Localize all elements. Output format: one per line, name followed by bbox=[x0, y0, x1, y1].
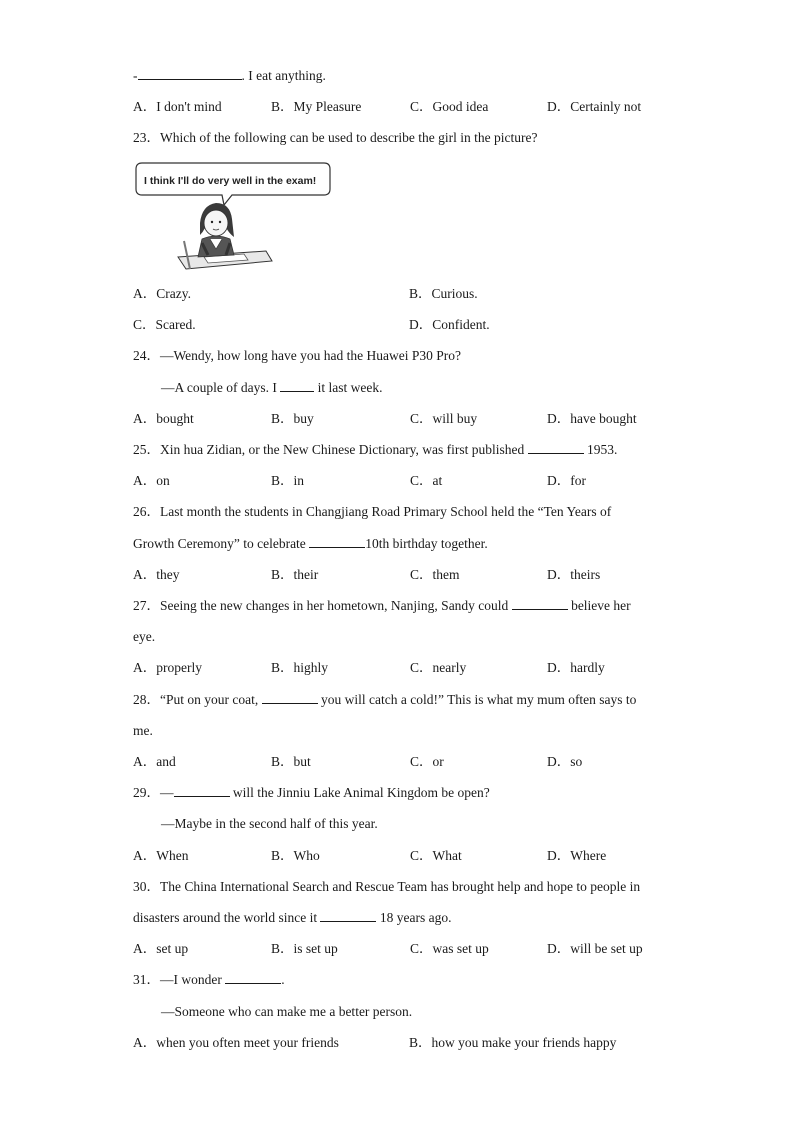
q27-option-d[interactable]: D．hardly bbox=[547, 660, 605, 675]
q25-prompt: 25．Xin hua Zidian, or the New Chinese Dictionary, was first published 1953. bbox=[133, 442, 618, 457]
q30-option-a[interactable]: A．set up bbox=[133, 941, 189, 956]
q26-option-b[interactable]: B．their bbox=[271, 567, 319, 582]
answer-blank[interactable] bbox=[280, 379, 314, 392]
q28-option-d[interactable]: D．so bbox=[547, 754, 583, 769]
q27-option-a[interactable]: A．properly bbox=[133, 660, 202, 675]
q26-option-a[interactable]: A．they bbox=[133, 567, 180, 582]
q23-prompt: 23．Which of the following can be used to describe the girl in the picture? bbox=[133, 130, 538, 145]
q24-option-b[interactable]: B．buy bbox=[271, 411, 314, 426]
q29-option-c[interactable]: C．What bbox=[410, 848, 462, 863]
q27-prompt-line2: eye. bbox=[133, 629, 156, 644]
q25-option-d[interactable]: D．for bbox=[547, 473, 586, 488]
q28-prompt-line2: me. bbox=[133, 723, 153, 738]
answer-blank[interactable] bbox=[512, 597, 568, 610]
q22-option-b[interactable]: B．My Pleasure bbox=[271, 99, 362, 114]
q30-option-c[interactable]: C．was set up bbox=[410, 941, 489, 956]
q23-option-b[interactable]: B．Curious. bbox=[409, 286, 478, 301]
girl-illustration bbox=[134, 161, 334, 271]
answer-blank[interactable] bbox=[309, 535, 365, 548]
q25-option-a[interactable]: A．on bbox=[133, 473, 170, 488]
q29-option-a[interactable]: A．When bbox=[133, 848, 189, 863]
q28-prompt-line1: 28．“Put on your coat, you will catch a cold!” This is what my mum often says to bbox=[133, 692, 637, 707]
q28-option-a[interactable]: A．and bbox=[133, 754, 176, 769]
q26-option-d[interactable]: D．theirs bbox=[547, 567, 601, 582]
q30-prompt-line2: disasters around the world since it 18 years ago. bbox=[133, 910, 452, 925]
q22-prompt: - . I eat anything. bbox=[133, 68, 326, 83]
answer-blank[interactable] bbox=[320, 909, 376, 922]
q27-prompt-line1: 27．Seeing the new changes in her hometown, Nanjing, Sandy could believe her bbox=[133, 598, 631, 613]
q26-prompt-line1: 26．Last month the students in Changjiang Road Primary School held the “Ten Years of bbox=[133, 504, 612, 519]
answer-blank[interactable] bbox=[262, 691, 318, 704]
q22-option-c[interactable]: C．Good idea bbox=[410, 99, 489, 114]
q26-prompt-line2: Growth Ceremony” to celebrate 10th birthday together. bbox=[133, 536, 488, 551]
q23-option-a[interactable]: A．Crazy. bbox=[133, 286, 191, 301]
q29-reply: —Maybe in the second half of this year. bbox=[161, 816, 378, 831]
q25-option-b[interactable]: B．in bbox=[271, 473, 305, 488]
answer-blank[interactable] bbox=[138, 67, 242, 80]
q31-option-a[interactable]: A．when you often meet your friends bbox=[133, 1035, 339, 1050]
answer-blank[interactable] bbox=[225, 971, 281, 984]
q29-option-d[interactable]: D．Where bbox=[547, 848, 607, 863]
q23-option-d[interactable]: D．Confident. bbox=[409, 317, 490, 332]
q24-prompt: 24．—Wendy, how long have you had the Huawei P30 Pro? bbox=[133, 348, 461, 363]
answer-blank[interactable] bbox=[528, 441, 584, 454]
q31-reply: —Someone who can make me a better person. bbox=[161, 1004, 413, 1019]
q28-option-b[interactable]: B．but bbox=[271, 754, 311, 769]
q22-option-a[interactable]: A．I don't mind bbox=[133, 99, 222, 114]
q27-option-b[interactable]: B．highly bbox=[271, 660, 329, 675]
q24-reply: —A couple of days. I it last week. bbox=[161, 380, 383, 395]
answer-blank[interactable] bbox=[174, 784, 230, 797]
q31-prompt: 31．—I wonder . bbox=[133, 972, 285, 987]
q30-prompt-line1: 30．The China International Search and Rescue Team has brought help and hope to people in bbox=[133, 879, 641, 894]
q26-option-c[interactable]: C．them bbox=[410, 567, 460, 582]
girl-writing-exam-picture bbox=[134, 161, 334, 271]
q22-option-d[interactable]: D．Certainly not bbox=[547, 99, 642, 114]
q25-option-c[interactable]: C．at bbox=[410, 473, 443, 488]
q27-option-c[interactable]: C．nearly bbox=[410, 660, 467, 675]
q29-option-b[interactable]: B．Who bbox=[271, 848, 320, 863]
q24-option-c[interactable]: C．will buy bbox=[410, 411, 478, 426]
q30-option-b[interactable]: B．is set up bbox=[271, 941, 338, 956]
q29-prompt: 29．— will the Jinniu Lake Animal Kingdom be open? bbox=[133, 785, 490, 800]
q30-option-d[interactable]: D．will be set up bbox=[547, 941, 643, 956]
q23-option-c[interactable]: C．Scared. bbox=[133, 317, 196, 332]
q28-option-c[interactable]: C．or bbox=[410, 754, 444, 769]
q31-option-b[interactable]: B．how you make your friends happy bbox=[409, 1035, 617, 1050]
speech-bubble-text: I think I'll do very well in the exam! bbox=[144, 175, 317, 187]
q24-option-a[interactable]: A．bought bbox=[133, 411, 194, 426]
q24-option-d[interactable]: D．have bought bbox=[547, 411, 637, 426]
